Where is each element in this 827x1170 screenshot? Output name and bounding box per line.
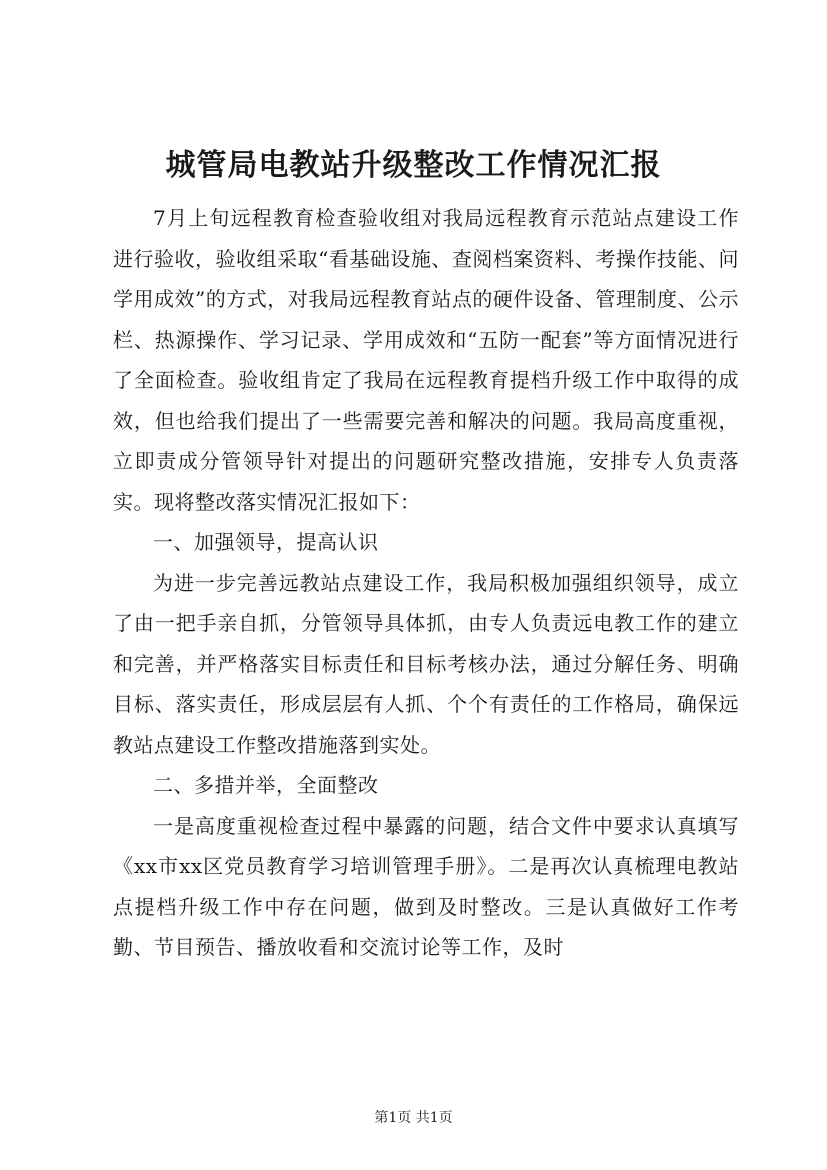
- intro-paragraph: 7月上旬远程教育检查验收组对我局远程教育示范站点建设工作进行验收，验收组采取“看基础设施、查阅档案资料、考操作技能、问学用成效”的方式，对我局远程教育站点的硬件设备、管理制度、公示栏、热源操作、学习记录、学用成效和“五防一配套”等方面情况进行了全面检查。验收组肯定了我局在远程教育提档升级工作中取得的成效，但也给我们提出了一些需要完善和解决的问题。我局高度重视，立即责成分管领导针对提出的问题研究整改措施，安排专人负责落实。现将整改落实情况汇报如下：: [113, 206, 739, 514]
- document-title: 城管局电教站升级整改工作情况汇报: [165, 148, 662, 183]
- section-1-paragraph: 为进一步完善远教站点建设工作，我局积极加强组织领导，成立了由一把手亲自抓，分管领导具体抓，由专人负责远电教工作的建立和完善，并严格落实目标责任和目标考核办法，通过分解任务、明确目标、落实责任，形成层层有人抓、个个有责任的工作格局，确保远教站点建设工作整改措施落到实处。: [113, 570, 739, 757]
- page-footer: 第1页 共1页: [374, 1110, 453, 1126]
- section-2-paragraph: 一是高度重视检查过程中暴露的问题，结合文件中要求认真填写《xx市xx区党员教育学习培训管理手册》。二是再次认真梳理电教站点提档升级工作中存在问题，做到及时整改。三是认真做好工作考勤、节目预告、播放收看和交流讨论等工作，及时: [113, 813, 739, 959]
- section-heading-1: 一、加强领导，提高认识: [153, 530, 379, 554]
- section-heading-2: 二、多措并举，全面整改: [153, 773, 379, 797]
- document-body: [113, 198, 739, 968]
